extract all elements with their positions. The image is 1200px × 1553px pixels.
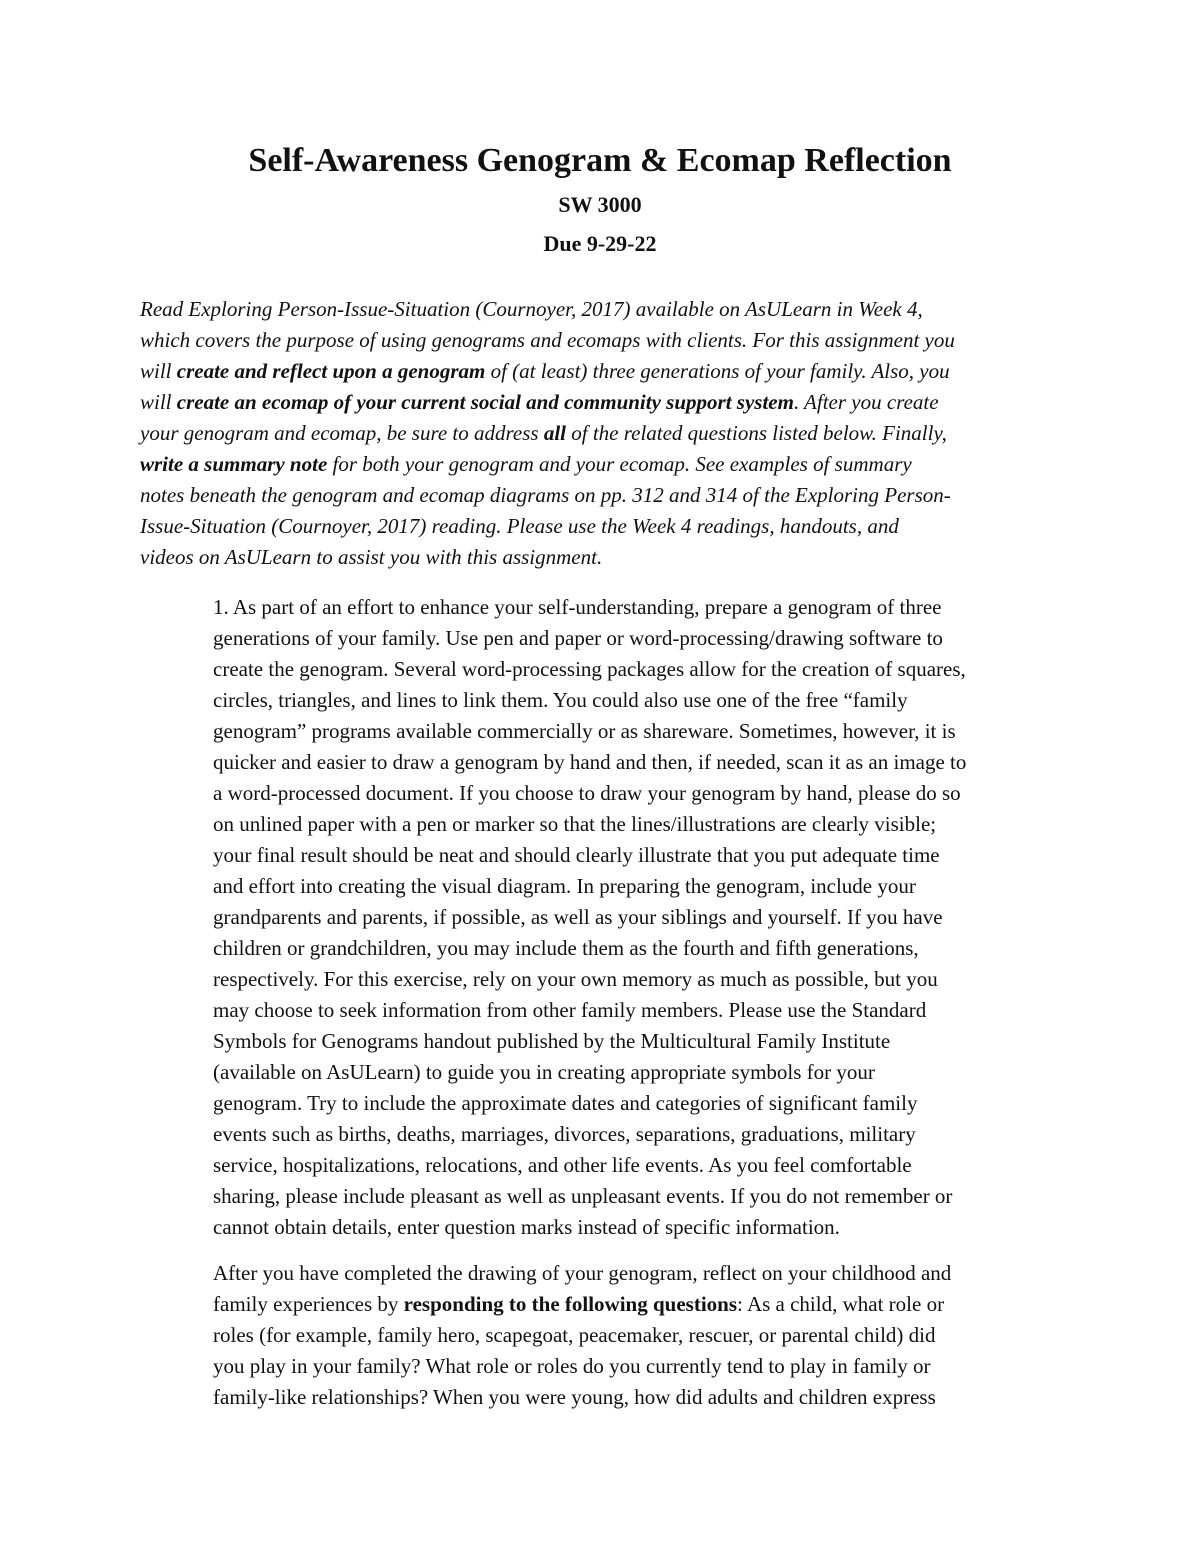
text-line (140, 418, 1070, 449)
text-line (140, 542, 1070, 573)
text-run: genogram” programs available commercially or as shareware. Sometimes, however, it is (213, 719, 956, 743)
text-line (213, 1320, 1073, 1351)
text-line (213, 778, 1073, 809)
text-run: 1. As part of an effort to enhance your self-understanding, prepare a genogram of three (213, 595, 942, 619)
text-run: create the genogram. Several word-processing packages allow for the creation of squares, (213, 657, 966, 681)
bold-text-run: write a summary note (140, 452, 328, 476)
text-line (213, 840, 1073, 871)
text-run: of (at least) three generations of your family. Also, you (485, 359, 950, 383)
text-run: generations of your family. Use pen and paper or word-processing/drawing software to (213, 626, 943, 650)
text-line (213, 592, 1073, 623)
text-run: children or grandchildren, you may include them as the fourth and fifth generations, (213, 936, 919, 960)
text-line (213, 1382, 1073, 1413)
text-run: a word-processed document. If you choose to draw your genogram by hand, please do so (213, 781, 961, 805)
bold-text-run: responding to the following questions (403, 1292, 738, 1316)
text-line (213, 1026, 1073, 1057)
text-run: may choose to seek information from other family members. Please use the Standard (213, 998, 927, 1022)
text-run: sharing, please include pleasant as well as unpleasant events. If you do not remember or (213, 1184, 953, 1208)
due-date: Due 9-29-22 (543, 231, 657, 256)
text-run: of the related questions listed below. Finally, (565, 421, 947, 445)
text-run: roles (for example, family hero, scapegoat, peacemaker, rescuer, or parental child) did (213, 1323, 936, 1347)
bold-text-run: create and reflect upon a genogram (176, 359, 486, 383)
text-run: your genogram and ecomap, be sure to address (140, 421, 544, 445)
text-run: which covers the purpose of using genograms and ecomaps with clients. For this assignment you (140, 328, 955, 352)
text-line (213, 1057, 1073, 1088)
text-line (213, 623, 1073, 654)
text-line (213, 1088, 1073, 1119)
text-run: videos on AsULearn to assist you with this assignment. (140, 545, 603, 569)
text-line (140, 387, 1070, 418)
course-code: SW 3000 (558, 192, 642, 217)
text-run: grandparents and parents, if possible, as well as your siblings and yourself. If you have (213, 905, 943, 929)
text-line (213, 933, 1073, 964)
text-line (213, 871, 1073, 902)
text-line (140, 511, 1070, 542)
text-line (213, 995, 1073, 1026)
text-line (213, 902, 1073, 933)
text-run: you play in your family? What role or roles do you currently tend to play in family or (213, 1354, 931, 1378)
text-run: will (140, 390, 177, 414)
text-line (213, 1150, 1073, 1181)
text-run: respectively. For this exercise, rely on your own memory as much as possible, but you (213, 967, 938, 991)
text-run: on unlined paper with a pen or marker so that the lines/illustrations are clearly visible; (213, 812, 937, 836)
text-run: and effort into creating the visual diagram. In preparing the genogram, include your (213, 874, 916, 898)
text-line (140, 356, 1070, 387)
text-line (213, 1258, 1073, 1289)
text-run: (available on AsULearn) to guide you in creating appropriate symbols for your (213, 1060, 875, 1084)
text-run: circles, triangles, and lines to link them. You could also use one of the free “family (213, 688, 908, 712)
text-run: will (140, 359, 177, 383)
text-line (213, 964, 1073, 995)
document-title: Self-Awareness Genogram & Ecomap Reflection (248, 142, 952, 179)
text-run: Issue-Situation (Cournoyer, 2017) reading. Please use the Week 4 readings, handouts, and (140, 514, 899, 538)
text-run: cannot obtain details, enter question marks instead of specific information. (213, 1215, 840, 1239)
text-run: Symbols for Genograms handout published by the Multicultural Family Institute (213, 1029, 891, 1053)
text-line (213, 654, 1073, 685)
text-line (213, 809, 1073, 840)
text-line (213, 1119, 1073, 1150)
text-run: events such as births, deaths, marriages, divorces, separations, graduations, military (213, 1122, 916, 1146)
reflection-questions-paragraph (213, 1258, 1073, 1413)
text-line (140, 294, 1070, 325)
text-line (213, 716, 1073, 747)
text-run: notes beneath the genogram and ecomap diagrams on pp. 312 and 314 of the Exploring Person- (140, 483, 951, 507)
text-run: Read Exploring Person-Issue-Situation (Cournoyer, 2017) available on AsULearn in Week 4, (140, 297, 923, 321)
text-run: genogram. Try to include the approximate dates and categories of significant family (213, 1091, 918, 1115)
text-line (213, 1181, 1073, 1212)
text-line (140, 449, 1070, 480)
text-line (213, 1351, 1073, 1382)
bold-text-run: create an ecomap of your current social and community support system (176, 390, 794, 414)
text-run: quicker and easier to draw a genogram by hand and then, if needed, scan it as an image to (213, 750, 967, 774)
text-line (140, 480, 1070, 511)
text-run: your final result should be neat and should clearly illustrate that you put adequate time (213, 843, 940, 867)
text-line (213, 685, 1073, 716)
text-line (140, 325, 1070, 356)
text-line (213, 1212, 1073, 1243)
text-run: service, hospitalizations, relocations, and other life events. As you feel comfortable (213, 1153, 912, 1177)
intro-paragraph (140, 294, 1070, 573)
text-line (213, 1289, 1073, 1320)
text-run: family experiences by (213, 1292, 404, 1316)
question-1-paragraph (213, 592, 1073, 1243)
text-run: . After you create (793, 390, 939, 414)
text-run: for both your genogram and your ecomap. See examples of summary (327, 452, 912, 476)
bold-text-run: all (543, 421, 566, 445)
text-run: family-like relationships? When you were young, how did adults and children express (213, 1385, 936, 1409)
text-run: : As a child, what role or (737, 1292, 945, 1316)
text-line (213, 747, 1073, 778)
text-run: After you have completed the drawing of your genogram, reflect on your childhood and (213, 1261, 952, 1285)
